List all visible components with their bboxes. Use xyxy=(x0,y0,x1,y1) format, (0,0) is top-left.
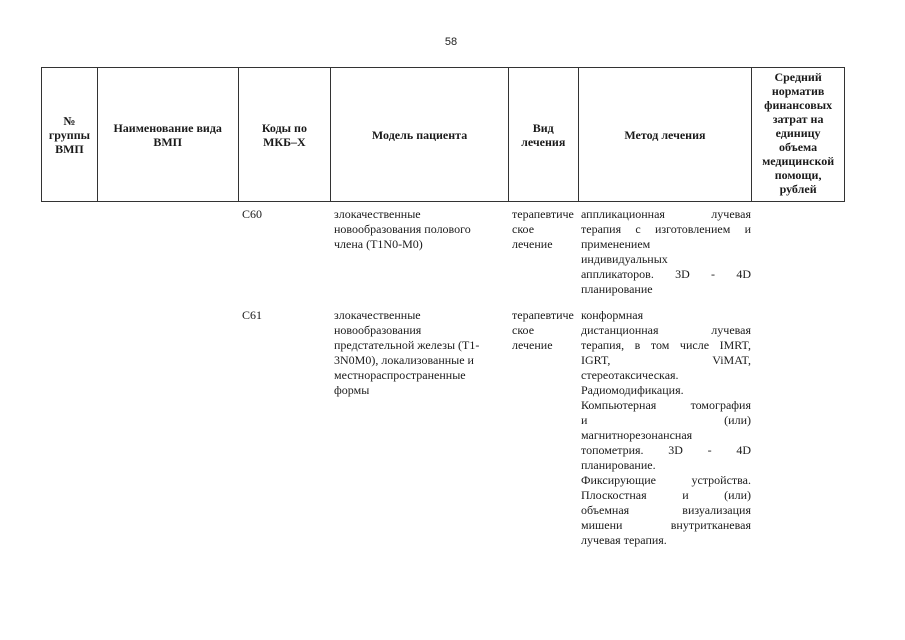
header-average-cost: Средний норматив финансовых затрат на единицу объема медицинской помощи, рублей xyxy=(762,70,835,196)
header-icd-codes: Коды по МКБ–Х xyxy=(239,68,332,201)
page-number: 58 xyxy=(444,36,458,48)
treatment-method-cell: конформная дистанционная лучевая терапия, в том числе IMRT, IGRT, ViMAT, стереотаксическая. Радиомодификация. Компьютерная томография и (или) магнитнорезонансная топометрия. 3D - 4D планирование. Фиксирующие устройства. Плоскостная и (или) объемная визуализация мишени внутритканевая лучевая терапия. xyxy=(581,308,751,547)
average-cost-cell xyxy=(753,207,845,297)
treatment-type-cell: терапевтиче ское лечение xyxy=(512,308,574,352)
table-row xyxy=(41,308,845,548)
header-patient-model: Модель пациента xyxy=(331,68,509,201)
patient-model-cell: злокачественные новообразования полового члена (T1N0-M0) xyxy=(334,207,471,251)
header-group-number: № группы ВМП xyxy=(42,68,98,201)
average-cost-cell xyxy=(753,308,845,548)
patient-model-cell: злокачественные новообразования предстательной железы (T1- 3N0M0), локализованные и местнораспространенные формы xyxy=(334,308,480,397)
table-header xyxy=(41,67,845,202)
treatment-method-cell: аппликационная лучевая терапия с изготовлением и применением индивидуальных аппликаторов. 3D - 4D планирование xyxy=(581,207,751,296)
header-treatment-type: Вид лечения xyxy=(509,68,579,201)
group-number-cell xyxy=(41,308,97,548)
vmp-name-cell xyxy=(97,207,238,297)
header-vmp-name: Наименование вида ВМП xyxy=(98,68,239,201)
icd-code-cell: C60 xyxy=(242,207,263,221)
group-number-cell xyxy=(41,207,97,297)
vmp-name-cell xyxy=(97,308,238,548)
treatment-type-cell: терапевтиче ское лечение xyxy=(512,207,574,251)
table-row xyxy=(41,207,845,297)
header-treatment-method: Метод лечения xyxy=(579,68,753,201)
icd-code-cell: C61 xyxy=(242,308,263,322)
